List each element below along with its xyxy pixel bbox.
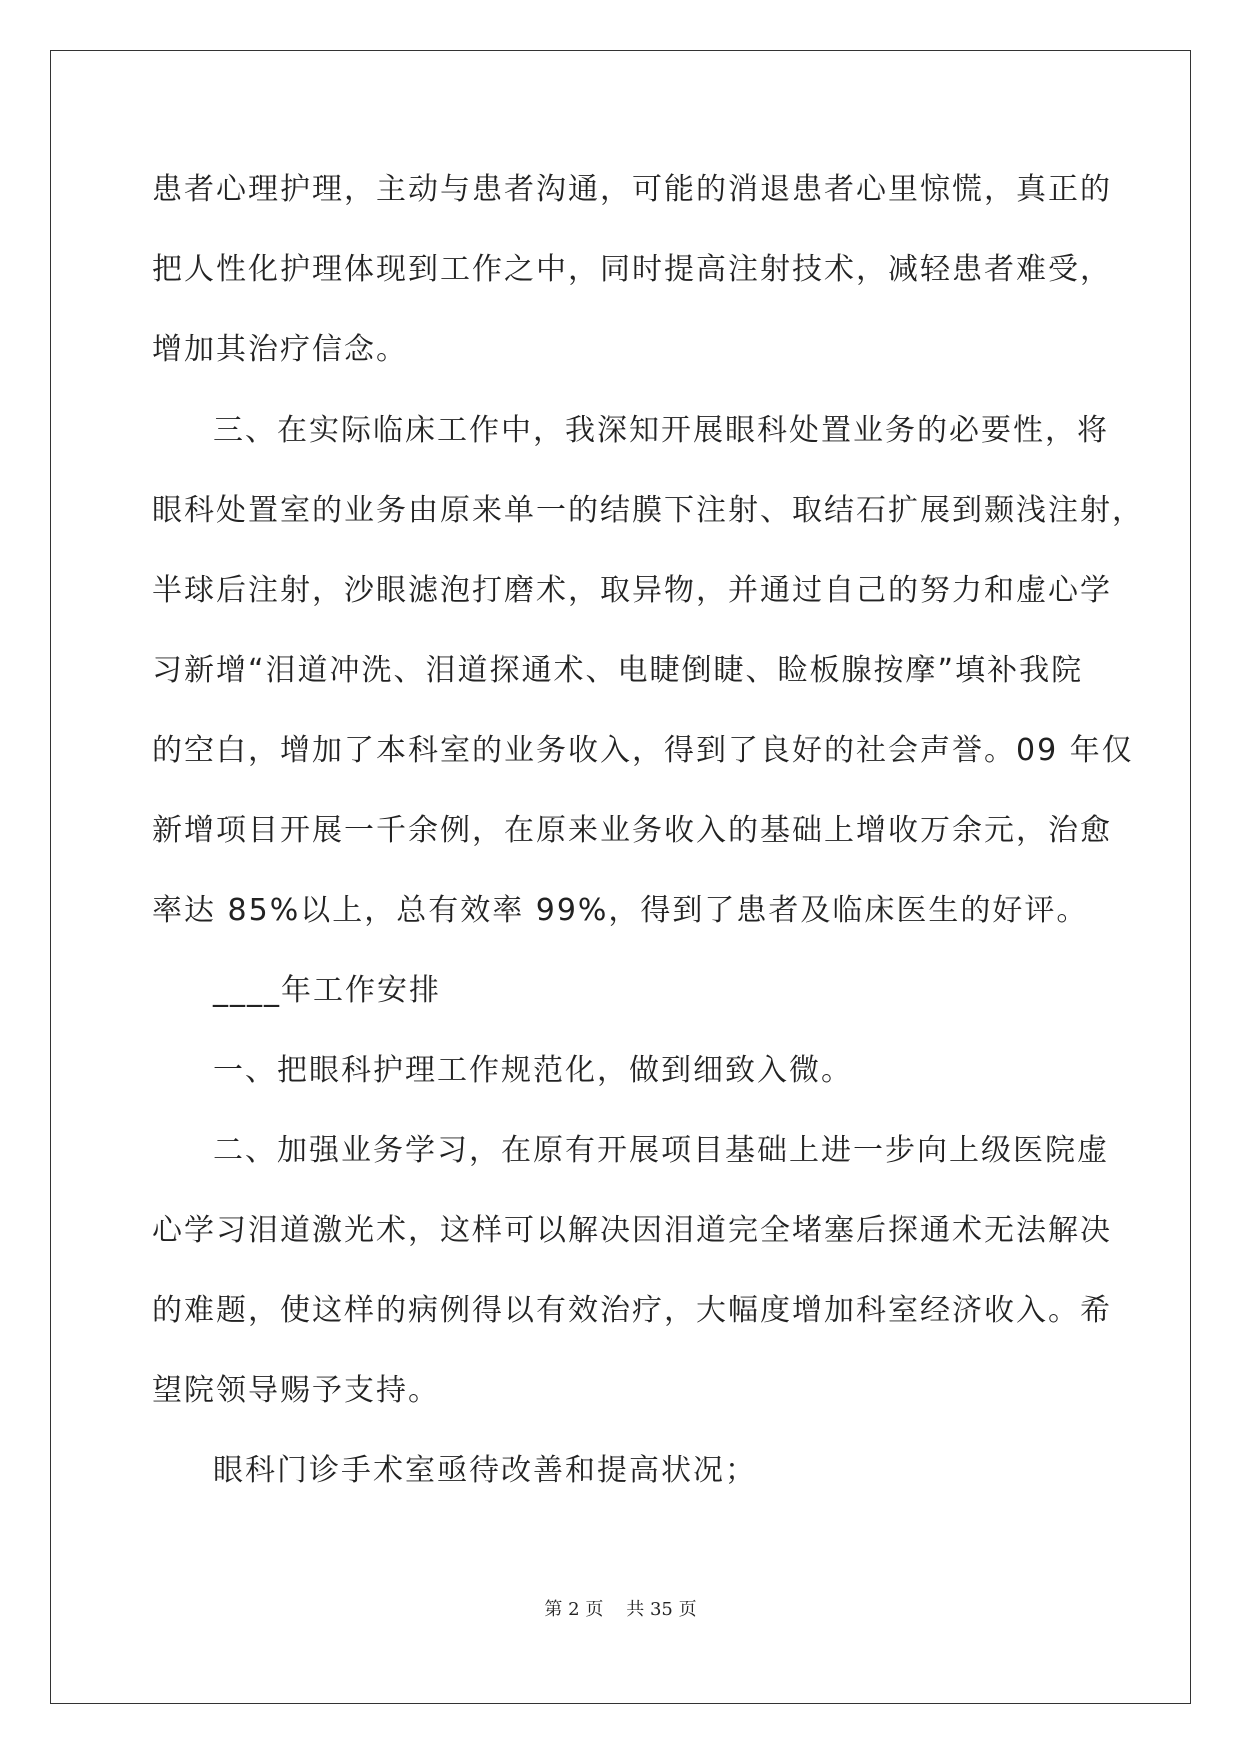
body-line-9: 新增项目开展一千余例，在原来业务收入的基础上增收万余元，治愈 [152, 813, 1112, 848]
body-line-12: 一、把眼科护理工作规范化，做到细致入微。 [213, 1053, 853, 1088]
body-line-3: 增加其治疗信念。 [152, 332, 408, 367]
section-heading: ____年工作安排 [213, 973, 441, 1008]
page-number: 第 2 页 [544, 1599, 604, 1620]
body-line-7: 习新增“泪道冲洗、泪道探通术、电睫倒睫、睑板腺按摩”填补我院 [152, 653, 1084, 688]
body-line-6: 半球后注射，沙眼滤泡打磨术，取异物，并通过自己的努力和虚心学 [152, 573, 1112, 608]
body-line-5: 眼科处置室的业务由原来单一的结膜下注射、取结石扩展到颞浅注射， [152, 493, 1144, 528]
body-line-8: 的空白，增加了本科室的业务收入，得到了良好的社会声誉。09 年仅 [152, 733, 1134, 768]
page-total: 共 35 页 [626, 1599, 697, 1620]
body-line-14: 心学习泪道激光术，这样可以解决因泪道完全堵塞后探通术无法解决 [152, 1213, 1112, 1248]
body-line-17: 眼科门诊手术室亟待改善和提高状况； [213, 1453, 757, 1488]
body-line-1: 患者心理护理，主动与患者沟通，可能的消退患者心里惊慌，真正的 [152, 172, 1112, 207]
body-line-10: 率达 85%以上，总有效率 99%，得到了患者及临床医生的好评。 [152, 893, 1089, 928]
page-footer [0, 1598, 1241, 1622]
body-line-16: 望院领导赐予支持。 [152, 1373, 440, 1408]
body-line-15: 的难题，使这样的病例得以有效治疗，大幅度增加科室经济收入。希 [152, 1293, 1112, 1328]
body-line-4: 三、在实际临床工作中，我深知开展眼科处置业务的必要性，将 [213, 413, 1109, 448]
body-line-13: 二、加强业务学习，在原有开展项目基础上进一步向上级医院虚 [213, 1133, 1109, 1168]
body-line-2: 把人性化护理体现到工作之中，同时提高注射技术，减轻患者难受， [152, 252, 1112, 287]
